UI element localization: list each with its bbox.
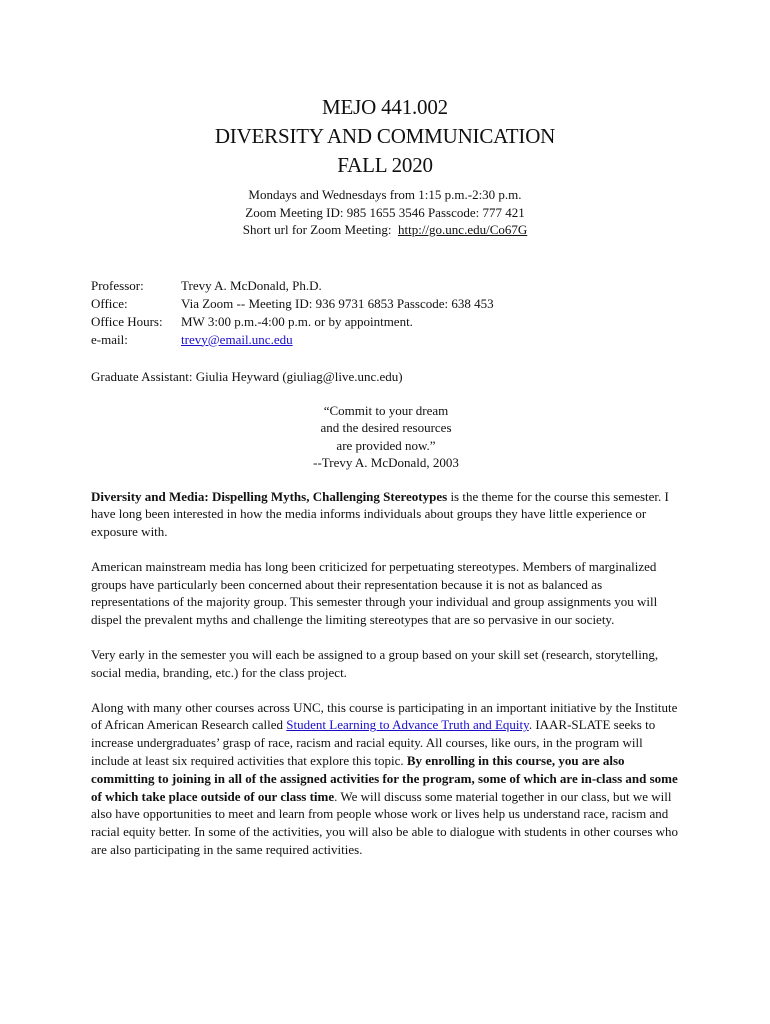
email-row <box>91 331 681 349</box>
contact-info <box>91 277 681 349</box>
course-theme: Diversity and Media: Dispelling Myths, Challenging Stereotypes <box>91 488 448 504</box>
paragraph-slate-commitment: By enrolling in this course, you are also committing to joining in all of the assigned activities for the program, some of which are in-class and some of which take place outside of our class time <box>91 753 678 804</box>
office-hours-row <box>91 313 681 331</box>
paragraph-slate <box>91 699 681 859</box>
professor-name: Trevy A. McDonald, Ph.D. <box>181 277 322 293</box>
zoom-short-url-line <box>0 221 770 239</box>
office-value: Via Zoom -- Meeting ID: 936 9731 6853 Passcode: 638 453 <box>181 295 494 311</box>
office-label: Office: <box>91 295 128 311</box>
zoom-meeting-id: Zoom Meeting ID: 985 1655 3546 Passcode: 777 421 <box>245 204 525 220</box>
graduate-assistant: Graduate Assistant: Giulia Heyward (giuliag@live.unc.edu) <box>91 368 403 384</box>
office-hours-value: MW 3:00 p.m.-4:00 p.m. or by appointment. <box>181 313 413 329</box>
quote-line-2: and the desired resources <box>320 420 452 435</box>
quote-attribution: --Trevy A. McDonald, 2003 <box>313 455 459 470</box>
quote-line-3: are provided now.” <box>336 437 436 453</box>
short-url-label: Short url for Zoom Meeting: <box>242 222 398 237</box>
professor-label: Professor: <box>91 277 144 293</box>
paragraph-stereotypes: American mainstream media has long been criticized for perpetuating stereotypes. Members of marginalized groups have particularly been concerned about their representation because it is not as balanced as representations of the majority group. This semester through your individual and group assignments you will dispel the prevalent myths and challenge the limiting stereotypes that are so pervasive in our society. <box>91 558 658 628</box>
course-code: MEJO 441.002 <box>322 95 448 119</box>
office-row <box>91 295 681 313</box>
title-block <box>0 93 770 180</box>
office-hours-label: Office Hours: <box>91 313 163 329</box>
meeting-info <box>0 186 770 239</box>
email-label: e-mail: <box>91 331 128 347</box>
syllabus-page <box>91 93 681 859</box>
course-term: FALL 2020 <box>337 153 433 177</box>
meeting-schedule: Mondays and Wednesdays from 1:15 p.m.-2:30 p.m. <box>248 187 522 202</box>
course-title: DIVERSITY AND COMMUNICATION <box>214 124 556 148</box>
quote-line-1: “Commit to your dream <box>323 402 449 418</box>
paragraph-groups: Very early in the semester you will each be assigned to a group based on your skill set (research, storytelling, social media, branding, etc.) for the class project. <box>91 647 659 680</box>
quote-block <box>91 402 681 472</box>
paragraph-slate-text-a: Along with many other courses across UNC, this course is participating in an important initiative by the Institute of African American Research called <box>91 699 678 733</box>
paragraph-slate-text-b: . IAAR-SLATE seeks to increase undergraduates’ grasp of race, racism and racial equity. All courses, like ours, in the program will include at least six required activities that explore this topic. <box>91 717 656 769</box>
slate-link[interactable]: Student Learning to Advance Truth and Equity <box>286 717 529 733</box>
professor-row <box>91 277 681 295</box>
paragraph-slate-text-c: . We will discuss some material together in our class, but we will also have opportunities to meet and learn from people whose work or lives help us understand race, racism and racial equity better. In some of the activities, you will also be able to dialogue with students in other courses who are also participating in the same required activities. <box>91 788 679 858</box>
paragraph-theme <box>91 488 681 541</box>
paragraph-theme-text: is the theme for the course this semester. I have long been interested in how the media informs individuals about groups they have little experience or exposure with. <box>91 488 669 540</box>
email-link[interactable]: trevy@email.unc.edu <box>181 331 293 347</box>
zoom-short-url-link[interactable]: http://go.unc.edu/Co67G <box>397 222 528 237</box>
